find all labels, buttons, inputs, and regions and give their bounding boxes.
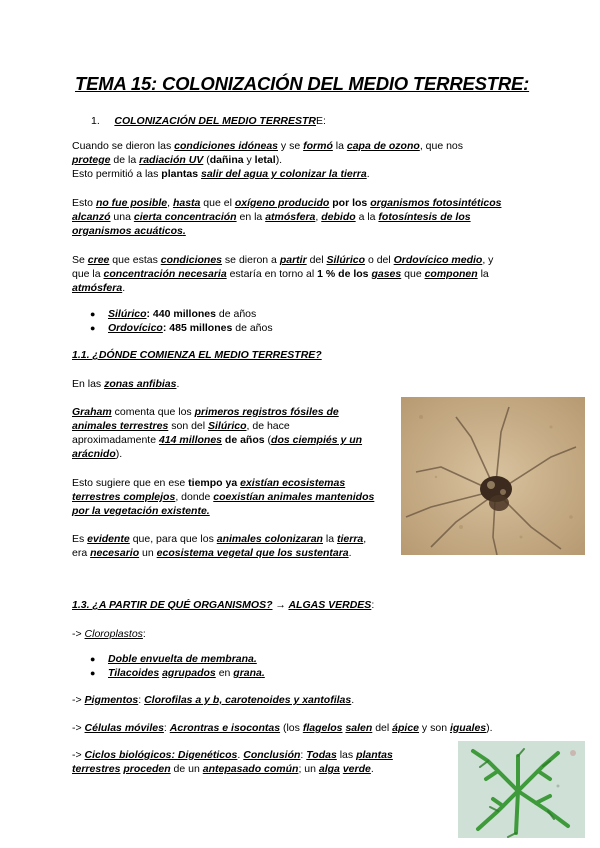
list-item: ● Tilacoides agrupados en grana.	[90, 667, 265, 679]
section-number: 1.	[91, 115, 100, 127]
ciclos-paragraph: -> Ciclos biológicos: Digenéticos. Conclusión: Todas las plantas terrestres proceden de un antepasado común; un alga verde.	[72, 749, 393, 775]
celulas-line: -> Células móviles: Acrontras e isocontas (los flagelos salen del ápice y son iguales).	[72, 722, 493, 734]
list-item: ● Silúrico: 440 millones de años	[90, 308, 257, 320]
cloroplastos-list	[90, 652, 265, 680]
section-heading-text: COLONIZACIÓN DEL MEDIO TERRESTR	[114, 115, 317, 127]
paragraph-oxygen: Esto no fue posible, hasta que el oxígeno producido por los organismos fotosintéticos alcanzó una cierta concentración en la atmósfera, debido a la fotosíntesis de los organismos acuáticos.	[72, 197, 502, 237]
paragraph-graham: Graham comenta que los primeros registros fósiles de animales terrestres son del Silúrico, de hace aproximadamente 414 millones de años (dos ciempiés y un arácnido).	[72, 406, 363, 460]
page-title: TEMA 15: COLONIZACIÓN DEL MEDIO TERRESTRE:	[75, 73, 530, 94]
section-1-heading	[91, 114, 326, 128]
paragraph-ozone: Cuando se dieron las condiciones idóneas y se formó la capa de ozono, que nos protege de la radiación UV (dañina y letal). Esto permitió a las plantas salir del agua y colonizar la tierra.	[72, 140, 464, 180]
list-item: ● Ordovícico: 485 millones de años	[90, 322, 273, 334]
section-1-3-heading: 1.3. ¿A PARTIR DE QUÉ ORGANISMOS? → ALGAS VERDES:	[72, 599, 375, 611]
paragraph-amphibian: En las zonas anfibias.	[72, 378, 180, 390]
pigmentos-line: -> Pigmentos: Clorofilas a y b, carotenoides y xantofilas.	[72, 694, 355, 706]
paragraph-ecosystems: Esto sugiere que en ese tiempo ya existían ecosistemas terrestres complejos, donde coexistían animales mantenidos por la vegetación existente.	[72, 477, 375, 517]
section-1-1-heading: 1.1. ¿DÓNDE COMIENZA EL MEDIO TERRESTRE?	[72, 349, 322, 361]
paragraph-silurian: Se cree que estas condiciones se dieron a partir del Silúrico o del Ordovícico medio, y que la concentración necesaria estaría en torno al 1 % de los gases que componen la atmósfera.	[72, 254, 494, 294]
list-item: ● Doble envuelta de membrana.	[90, 653, 257, 665]
cloroplastos-label: -> Cloroplastos:	[72, 628, 146, 640]
paragraph-vegetal-ecosystem: Es evidente que, para que los animales colonizaran la tierra, era necesario un ecosistema vegetal que los sustentara.	[72, 533, 367, 559]
green-alga-image	[458, 741, 585, 838]
periods-list	[90, 307, 273, 335]
section-heading-tail: E:	[316, 115, 326, 127]
fossil-spider-image	[401, 397, 585, 555]
